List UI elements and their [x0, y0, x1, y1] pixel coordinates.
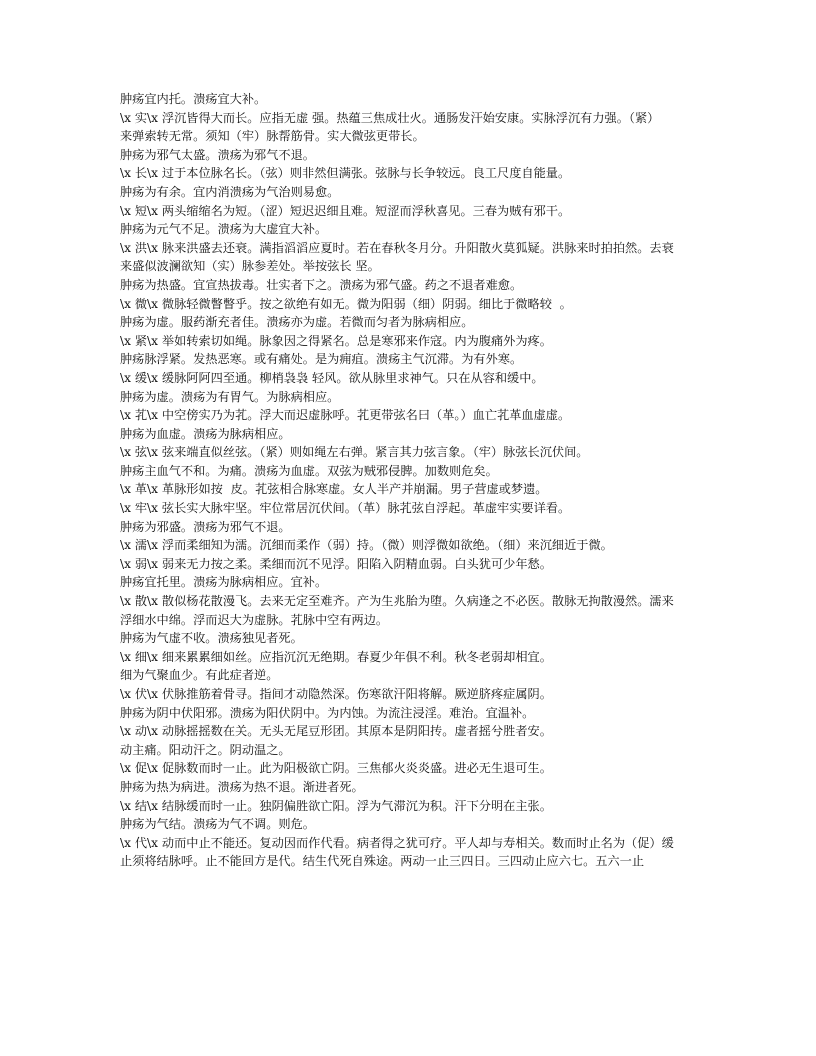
text-line: \x 微\x 微脉轻微瞥瞥乎。按之欲绝有如无。微为阳弱（细）阴弱。细比于微略较 。	[120, 296, 572, 311]
text-line: 肿疡宜内托。溃疡宜大补。	[120, 92, 267, 106]
text-line: 止须将结脉呼。止不能回方是代。结生代死自殊途。两动一止三四日。三四动止应六七。五六一止	[120, 854, 645, 869]
text-line: 肿疡为热为病进。溃疡为热不退。渐进者死。	[120, 779, 364, 794]
text-line: 肿疡脉浮紧。发热恶寒。或有痛处。是为痈疽。溃疡主气沉滞。为有外寒。	[120, 352, 523, 367]
text-line: 肿疡宜托里。溃疡为脉病相应。宜补。	[120, 575, 328, 590]
text-line: \x 促\x 促脉数而时一止。此为阳极欲亡阴。三焦郁火炎炎盛。进必无生退可生。	[120, 761, 552, 776]
text-line: \x 弦\x 弦来端直似丝弦。（紧）则如绳左右弹。紧言其力弦言象。（牢）脉弦长沉伏间。	[120, 445, 589, 460]
text-line: 来弹索转无常。须知（牢）脉帮筋骨。实大微弦更带长。	[120, 129, 425, 144]
text-line: 肿疡为热盛。宜宣热拔毒。壮实者下之。溃疡为邪气盛。药之不退者难愈。	[120, 277, 523, 292]
text-line: \x 短\x 两头缩缩名为短。（涩）短迟迟细且难。短涩而浮秋喜见。三春为贼有邪干。	[120, 203, 571, 218]
text-line: \x 细\x 细来累累细如丝。应指沉沉无绝期。春夏少年俱不利。秋冬老弱却相宜。	[120, 649, 552, 664]
text-line: \x 散\x 散似杨花散漫飞。去来无定至难齐。产为生兆胎为堕。久病逢之不必医。散脉无拘散漫然。濡来	[120, 594, 674, 609]
text-line: \x 牢\x 弦长实大脉牢坚。牢位常居沉伏间。（革）脉芤弦自浮起。革虚牢实要详看。	[120, 501, 571, 516]
document-body	[120, 90, 700, 871]
text-line: \x 缓\x 缓脉阿阿四至通。柳梢袅袅 轻风。欲从脉里求神气。只在从容和缓中。	[120, 370, 544, 385]
text-line: 动主痛。阳动汗之。阴动温之。	[120, 742, 291, 757]
text-line: 浮细水中绵。浮而迟大为虚脉。芤脉中空有两边。	[120, 612, 389, 627]
text-line: 肿疡为元气不足。溃疡为大虚宜大补。	[120, 222, 328, 237]
text-line: \x 弱\x 弱来无力按之柔。柔细而沉不见浮。阳陷入阴精血弱。白头犹可少年愁。	[120, 556, 552, 571]
text-line: 细为气聚血少。有此症者逆。	[120, 668, 279, 683]
text-line: \x 革\x 革脉形如按 皮。芤弦相合脉寒虚。女人半产并崩漏。男子营虚或梦遗。	[120, 482, 548, 497]
text-line: \x 动\x 动脉摇摇数在关。无头无尾豆形团。其原本是阴阳抟。虚者摇兮胜者安。	[120, 724, 552, 739]
text-line: \x 实\x 浮沉皆得大而长。应指无虚 强。热蕴三焦成壮火。通肠发汗始安康。实脉浮沉有力强。（紧）	[120, 110, 660, 125]
text-line: 肿疡为虚。溃疡为有胃气。为脉病相应。	[120, 389, 340, 404]
text-line: 肿疡为有余。宜内消溃疡为气治则易愈。	[120, 184, 340, 199]
text-line: \x 长\x 过于本位脉名长。（弦）则非然但满张。弦脉与长争较远。良工尺度自能量。	[120, 166, 571, 181]
text-line: 肿疡为邪盛。溃疡为邪气不退。	[120, 519, 291, 534]
text-line: \x 紧\x 举如转索切如绳。脉象因之得紧名。总是寒邪来作寇。内为腹痛外为疼。	[120, 333, 552, 348]
text-line: 肿疡为虚。服药渐充者佳。溃疡亦为虚。若微而匀者为脉病相应。	[120, 315, 474, 330]
text-line: 肿疡为血虚。溃疡为脉病相应。	[120, 426, 291, 441]
text-line: \x 濡\x 浮而柔细知为濡。沉细而柔作（弱）持。（微）则浮微如欲绝。（细）来沉细近于微。	[120, 538, 613, 553]
text-line: 肿疡主血气不和。为痛。溃疡为血虚。双弦为贼邪侵脾。加数则危矣。	[120, 463, 498, 478]
text-line: 肿疡为邪气太盛。溃疡为邪气不退。	[120, 147, 315, 162]
text-line: 肿疡为气结。溃疡为气不调。则危。	[120, 817, 315, 832]
text-line: 肿疡为气虚不收。溃疡独见者死。	[120, 631, 303, 646]
text-line: 肿疡为阴中伏阳邪。溃疡为阳伏阴中。为内蚀。为流注浸淫。难治。宜温补。	[120, 705, 535, 720]
text-line: \x 代\x 动而中止不能还。复动因而作代看。病者得之犹可疗。平人却与寿相关。数而时止名为（促）缓	[120, 835, 674, 850]
text-line: \x 结\x 结脉缓而时一止。独阴偏胜欲亡阳。浮为气滞沉为积。汗下分明在主张。	[120, 798, 552, 813]
text-line: \x 芤\x 中空傍实乃为芤。浮大而迟虚脉呼。芤更带弦名曰（革。）血亡芤革血虚虚。	[120, 408, 571, 423]
text-line: \x 洪\x 脉来洪盛去还衰。满指滔滔应夏时。若在春秋冬月分。升阳散火莫狐疑。洪脉来时拍拍然。去衰	[120, 240, 674, 255]
text-line: 来盛似波澜欲知（实）脉参差处。举按弦长 坚。	[120, 259, 380, 274]
text-line: \x 伏\x 伏脉推筋着骨寻。指间才动隐然深。伤寒欲汗阳将解。厥逆脐疼症属阴。	[120, 687, 552, 701]
